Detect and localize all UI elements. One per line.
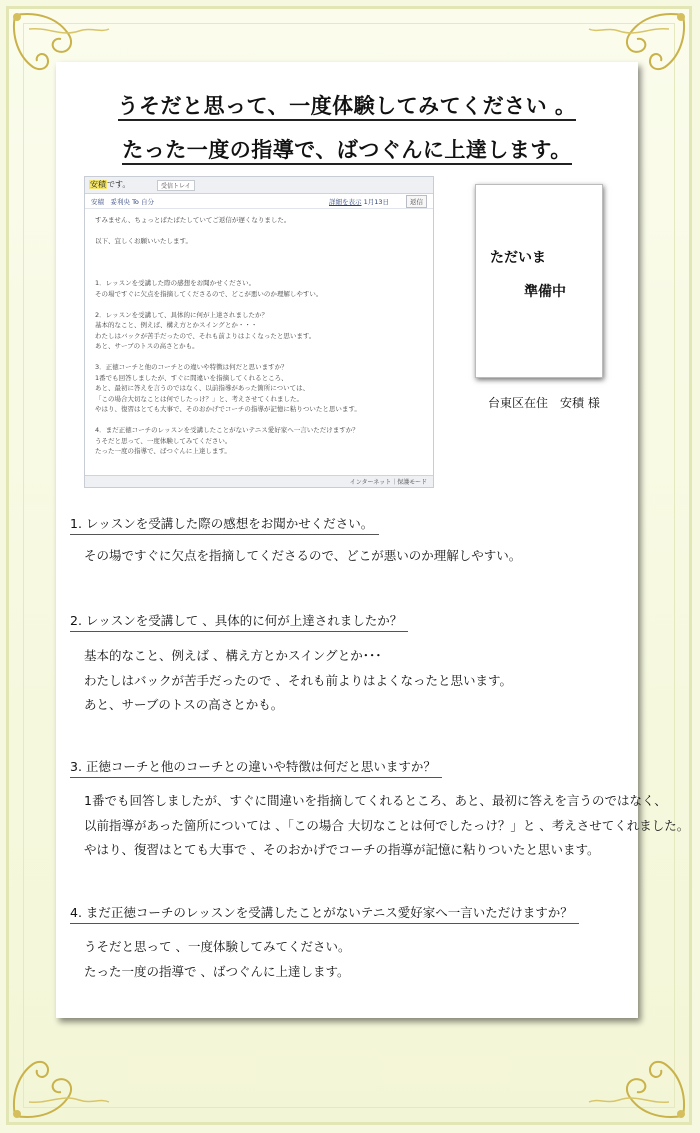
email-body-line: 2．レッスンを受講して、具体的に何が上達されましたか？ (95, 310, 268, 319)
email-body-line (95, 299, 423, 310)
email-status-bar: インターネット｜保護モード (85, 475, 433, 487)
question-1: 1. レッスンを受講した際の感想をお聞かせください。 (70, 514, 379, 535)
testimonial-sheet (56, 62, 690, 1018)
headline-line-2: たった一度の指導で、ばつぐんに上達します。 (56, 134, 638, 164)
email-body (85, 209, 433, 463)
email-body-line: 3．正徳コーチと他のコーチとの違いや特徴は何だと思いますか？ (95, 363, 288, 371)
email-body-line: あと、最初に答えを言うのではなく、以前指導があった箇所については、 (95, 384, 310, 392)
email-body-line (95, 415, 423, 426)
email-sender: 安積 妥利央 To 自分 (91, 198, 154, 206)
answer-1: その場ですぐに欠点を指摘してくださるので、どこが悪いのか理解しやすい。 (84, 548, 522, 563)
email-body-line: 「この場合大切なことは何でしたっけ？」と、考えさせてくれました。 (95, 394, 303, 403)
answer-4: うそだと思って 、一度体験してみてください。 たった一度の指導で 、ばつぐんに上達します。 (84, 939, 351, 979)
email-body-line: 基本的なこと、例えば、構え方とかスイングとか・・・ (95, 321, 258, 329)
email-body-line: 1番でも回答しましたが、すぐに間違いを指摘してくれるところ、 (95, 373, 288, 382)
email-body-line: わたしはバックが苦手だったので、それも前よりはよくなったと思います。 (95, 331, 316, 340)
photo-placeholder (475, 184, 603, 378)
email-meta-row (85, 194, 433, 209)
headline-line-1: うそだと思って、一度体験してみてください 。 (56, 90, 638, 120)
email-body-line: 4．まだ正徳コーチのレッスンを受講したことがないテニス愛好家へ一言いただけますか？ (95, 426, 359, 434)
photo-placeholder-line-1: ただいま (490, 250, 546, 266)
question-3: 3. 正徳コーチと他のコーチとの違いや特徴は何だと思いますか？ (70, 757, 442, 778)
email-body-line (95, 268, 423, 279)
email-tab-title: 安積です。 (90, 180, 131, 189)
email-body-line: その場ですぐに欠点を指摘してくださるので、どこが悪いのか理解しやすい。 (95, 289, 323, 298)
email-body-line: うそだと思って、一度体験してみてください。 (95, 436, 232, 445)
email-screenshot (84, 176, 434, 488)
email-body-line: あと、サーブのトスの高さとかも。 (95, 342, 199, 350)
customer-caption: 台東区在住 安積 様 (488, 396, 600, 410)
photo-placeholder-line-2: 準備中 (524, 284, 566, 300)
email-date: 詳細を表示 1月13日 (329, 198, 389, 206)
email-body-line (95, 352, 423, 363)
email-body-line: すみません、ちょっとばたばたしていてご返信が遅くなりました。 (95, 216, 291, 224)
email-body-line: 1．レッスンを受講した際の感想をお聞かせください。 (95, 279, 256, 287)
email-body-line: 以下、宜しくお願いいたします。 (95, 237, 192, 245)
answer-2: 基本的なこと、例えば 、構え方とかスイングとか･･･ わたしはバックが苦手だったので 、それも前よりはよくなったと思います。 あと、サーブのトスの高さとかも。 (84, 648, 512, 712)
ornament-corner-icon (9, 1042, 119, 1122)
email-body-line (95, 226, 423, 237)
email-body-line (95, 247, 423, 258)
question-2: 2. レッスンを受講して 、具体的に何が上達されましたか？ (70, 611, 408, 632)
answer-3: 1番でも回答しましたが、すぐに間違いを指摘してくれるところ、あと、最初に答えを言うのではなく、 以前指導があった箇所については 、「この場合 大切なことは何でしたっけ？」と 、考えさせてくれました。 やはり、復習はとても大事で 、そのおかげでコーチの指導が記憶に粘りついたと思います。 (84, 793, 690, 857)
email-body-line: たった一度の指導で、ばつぐんに上達します。 (95, 447, 231, 455)
email-reply-button: 返信 (406, 195, 427, 208)
ornament-corner-icon (579, 1042, 689, 1122)
email-tab-bar (85, 177, 433, 194)
email-body-line: やはり、復習はとても大事で、そのおかげでコーチの指導が記憶に粘りついたと思います。 (95, 405, 361, 413)
question-4: 4. まだ正徳コーチのレッスンを受講したことがないテニス愛好家へ一言いただけますか？ (70, 903, 579, 924)
email-body-line (95, 257, 423, 268)
email-tab-inbox: 受信トレイ (157, 180, 195, 191)
